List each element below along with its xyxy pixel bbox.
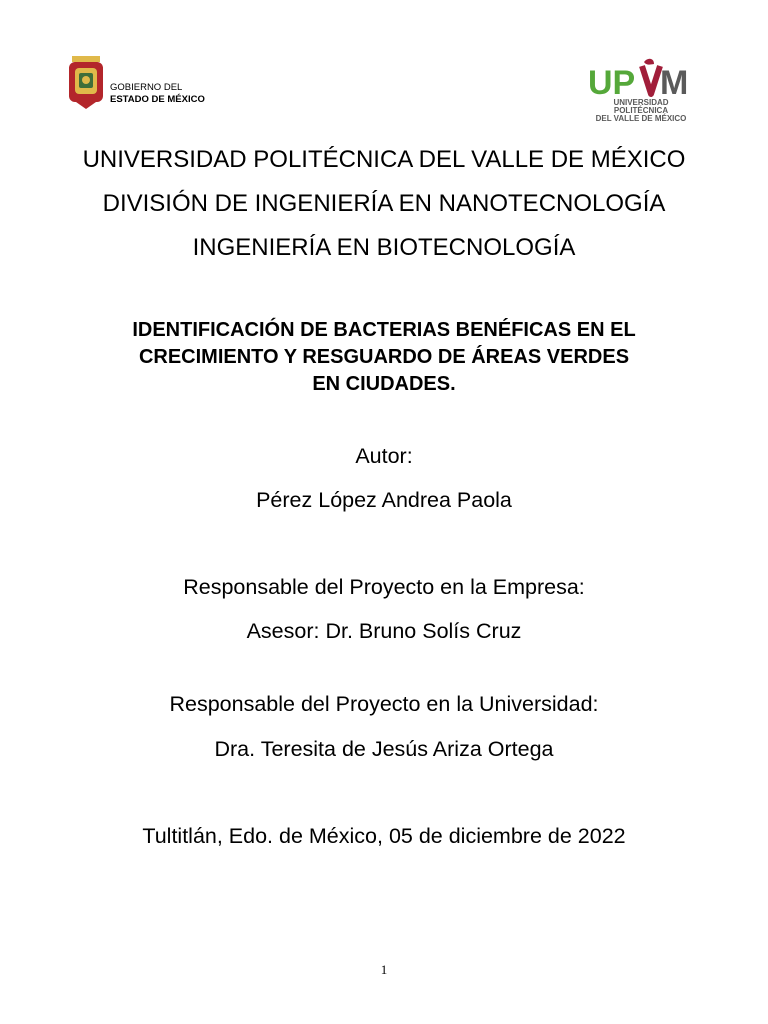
project-title-line-3: EN CIUDADES.	[312, 373, 456, 395]
upvm-wordmark-right: M	[660, 64, 689, 98]
upvm-wordmark-icon	[588, 58, 694, 98]
university-responsible-label: Responsable del Proyecto en la Universidad:	[169, 692, 599, 716]
upvm-logo	[588, 58, 694, 123]
project-title-line-2: CRECIMIENTO Y RESGUARDO DE ÁREAS VERDES	[138, 346, 630, 368]
gobierno-estado-mexico-logo	[66, 56, 216, 110]
company-advisor-name: Asesor: Dr. Bruno Solís Cruz	[246, 619, 522, 643]
author-label: Autor:	[355, 444, 413, 468]
page-number: 1	[380, 962, 388, 977]
upvm-caption-line2: DEL VALLE DE MÉXICO	[595, 114, 687, 123]
division-name: DIVISIÓN DE INGENIERÍA EN NANOTECNOLOGÍA	[102, 190, 666, 217]
estado-mexico-shield-icon	[66, 56, 106, 110]
program-name: INGENIERÍA EN BIOTECNOLOGÍA	[192, 234, 576, 261]
place-date: Tultitlán, Edo. de México, 05 de diciembre de 2022	[142, 824, 626, 848]
author-name: Pérez López Andrea Paola	[256, 488, 512, 512]
upvm-caption-line1: UNIVERSIDAD POLITÉCNICA	[613, 98, 669, 115]
project-title-line-1: IDENTIFICACIÓN DE BACTERIAS BENÉFICAS EN EL	[132, 319, 636, 341]
company-responsible-label: Responsable del Proyecto en la Empresa:	[183, 575, 585, 599]
estado-mexico-line1: GOBIERNO DEL	[110, 82, 183, 93]
university-name: UNIVERSIDAD POLITÉCNICA DEL VALLE DE MÉXICO	[82, 146, 686, 173]
estado-mexico-caption	[110, 82, 205, 106]
upvm-caption	[588, 99, 694, 123]
university-advisor-name: Dra. Teresita de Jesús Ariza Ortega	[214, 737, 554, 761]
upvm-wordmark-left: UP	[588, 64, 636, 98]
estado-mexico-line2: ESTADO DE MÉXICO	[110, 94, 205, 105]
